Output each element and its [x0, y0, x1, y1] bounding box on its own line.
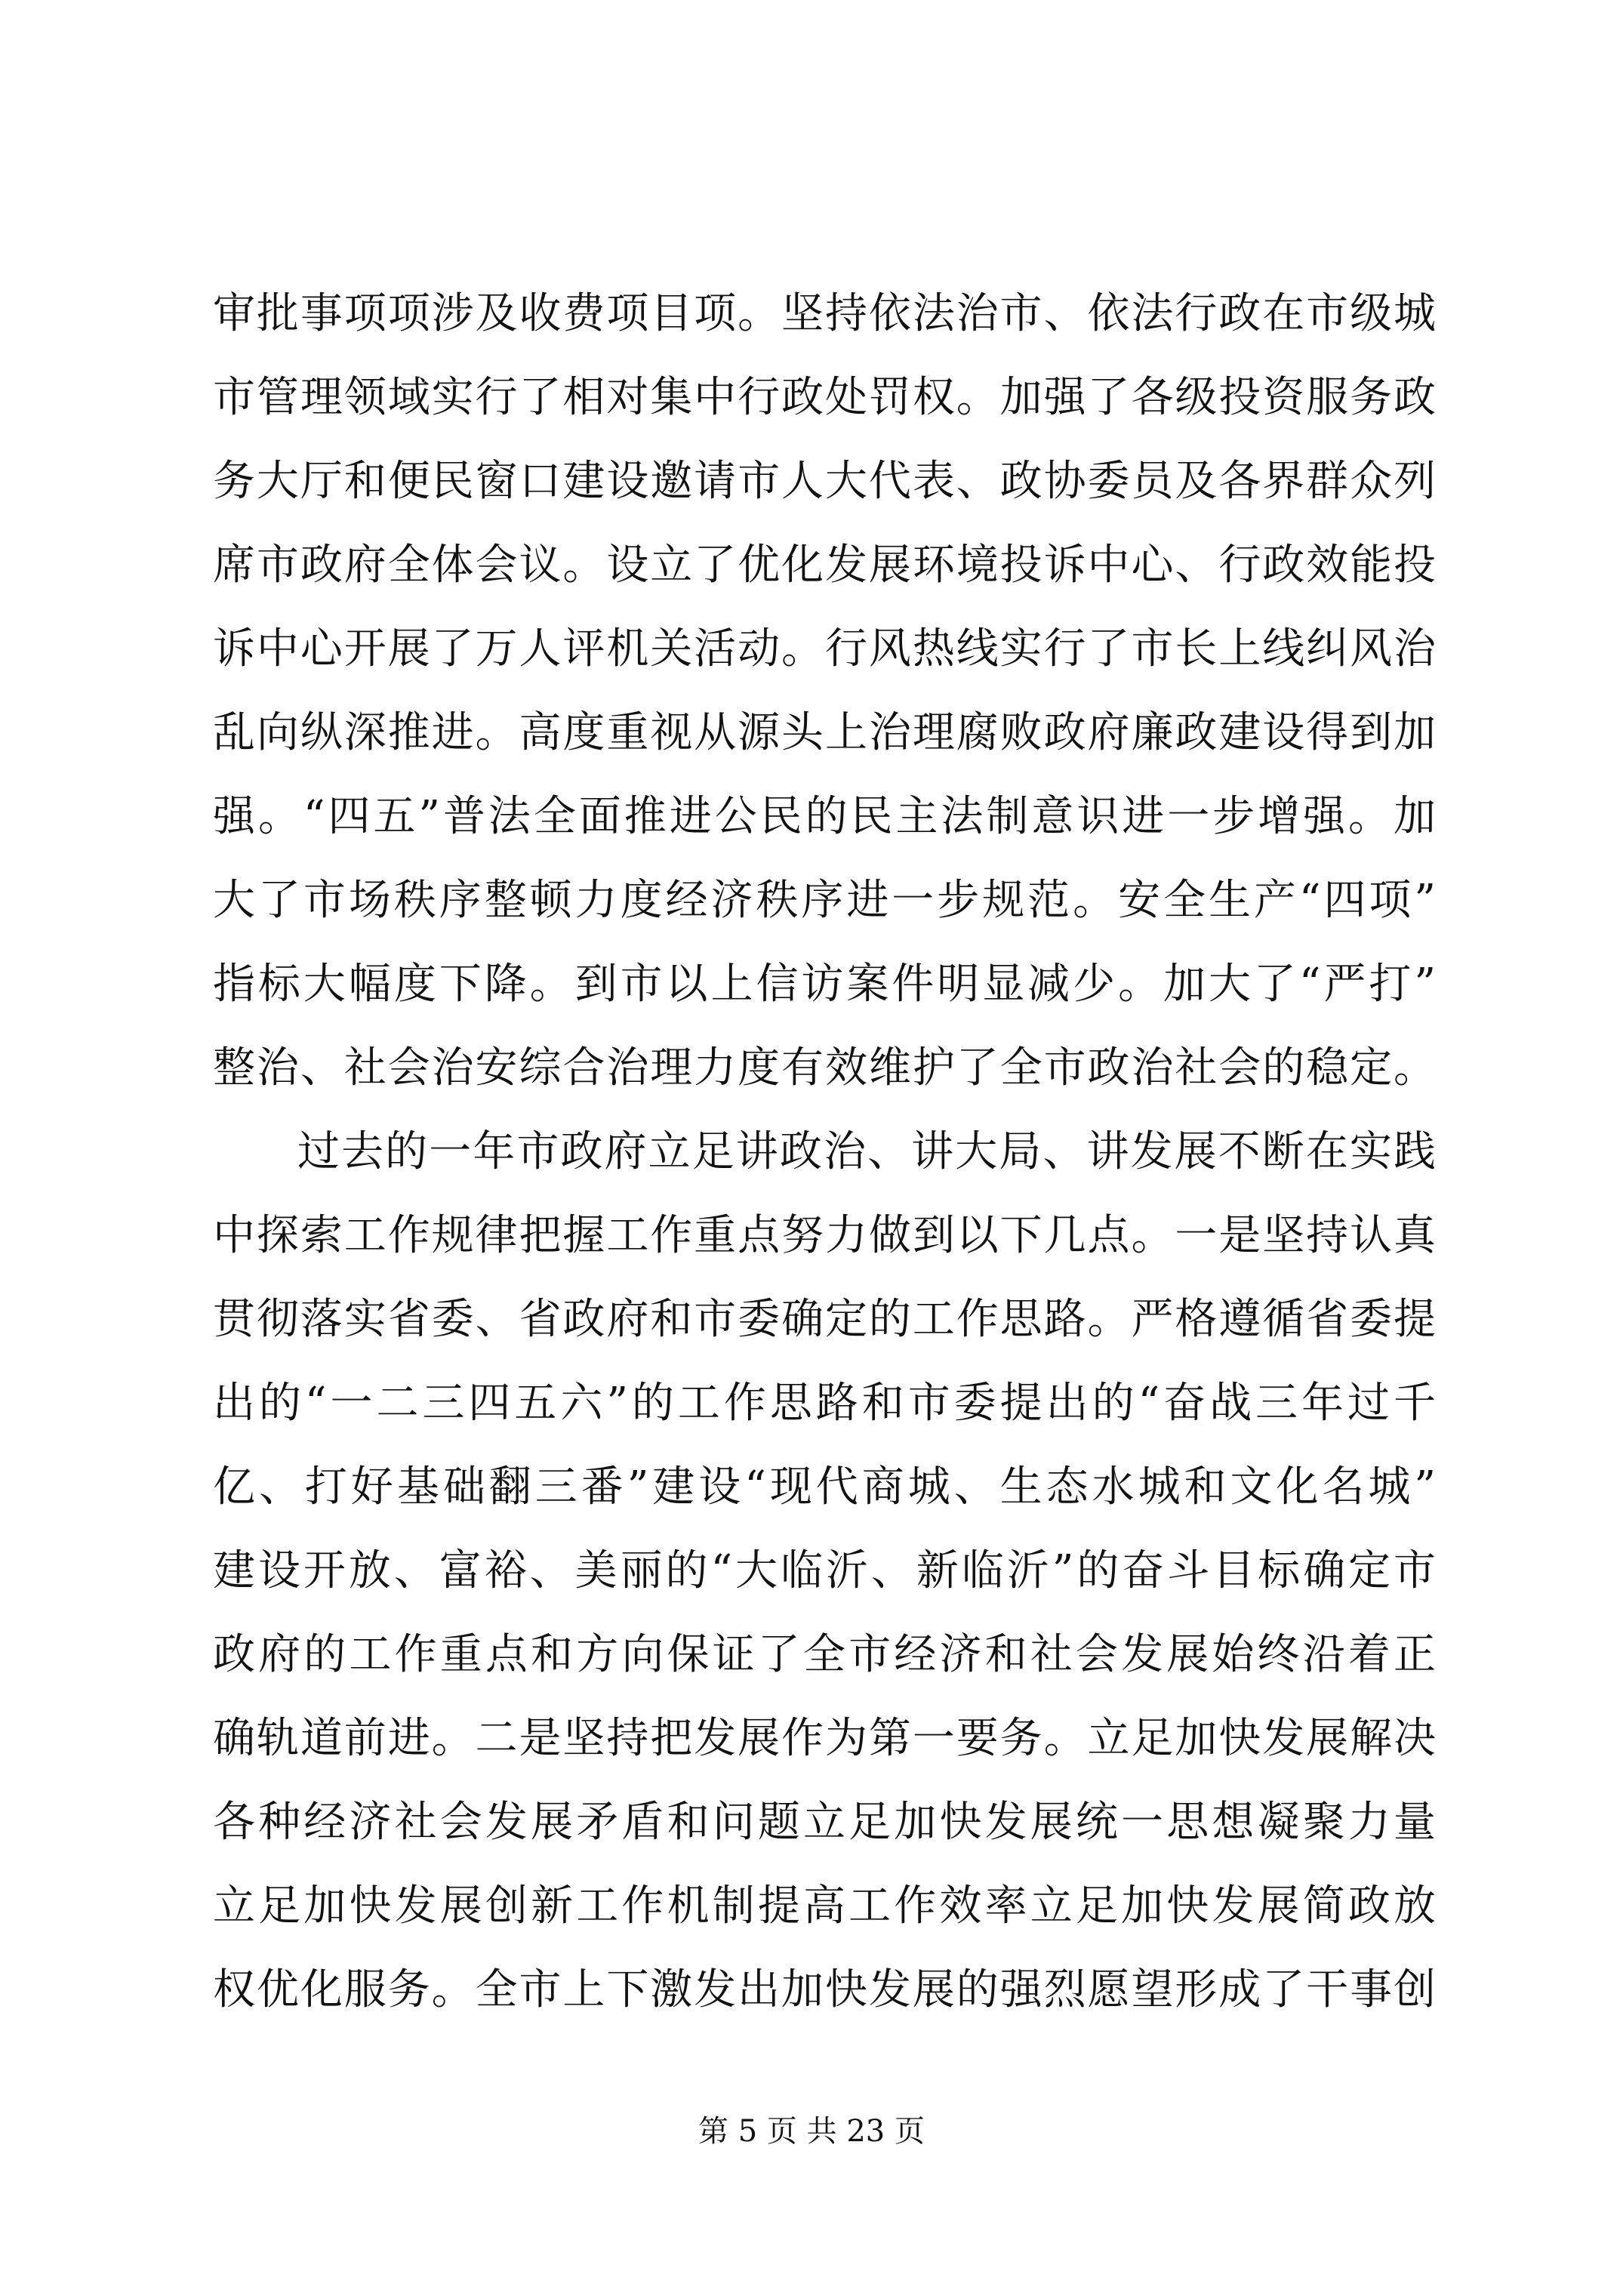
text-line: 中探索工作规律把握工作重点努力做到以下几点。一是坚持认真 [213, 1211, 1436, 1260]
text-line: 市管理领域实行了相对集中行政处罚权。加强了各级投资服务政 [213, 373, 1436, 422]
text-line: 大了市场秩序整顿力度经济秩序进一步规范。安全生产“四项” [213, 876, 1436, 925]
text-line: 各种经济社会发展矛盾和问题立足加快发展统一思想凝聚力量 [213, 1798, 1436, 1847]
text-line: 建设开放、富裕、美丽的“大临沂、新临沂”的奋斗目标确定市 [213, 1546, 1436, 1595]
text-line: 诉中心开展了万人评机关活动。行风热线实行了市长上线纠风治 [213, 624, 1436, 673]
text-line: 审批事项项涉及收费项目项。坚持依法治市、依法行政在市级城 [213, 289, 1436, 338]
text-line: 务大厅和便民窗口建设邀请市人大代表、政协委员及各界群众列 [213, 457, 1436, 506]
text-line: 整治、社会治安综合治理力度有效维护了全市政治社会的稳定。 [213, 1043, 1436, 1093]
text-line: 出的“一二三四五六”的工作思路和市委提出的“奋战三年过千 [213, 1379, 1436, 1428]
text-line: 确轨道前进。二是坚持把发展作为第一要务。立足加快发展解决 [213, 1714, 1436, 1763]
text-line: 指标大幅度下降。到市以上信访案件明显减少。加大了“严打” [213, 960, 1436, 1009]
text-line: 立足加快发展创新工作机制提高工作效率立足加快发展简政放 [213, 1881, 1436, 1931]
text-line: 乱向纵深推进。高度重视从源头上治理腐败政府廉政建设得到加 [213, 708, 1436, 757]
text-line: 权优化服务。全市上下激发出加快发展的强烈愿望形成了干事创 [213, 1965, 1436, 2014]
text-line: 亿、打好基础翻三番”建设“现代商城、生态水城和文化名城” [213, 1462, 1436, 1512]
paragraph-first-line: 过去的一年市政府立足讲政治、讲大局、讲发展不断在实践 [297, 1127, 1436, 1176]
text-line: 政府的工作重点和方向保证了全市经济和社会发展始终沿着正 [213, 1630, 1436, 1679]
page-footer: 第 5 页 共 23 页 [698, 2114, 925, 2149]
text-line: 强。“四五”普法全面推进公民的民主法制意识进一步增强。加 [213, 792, 1436, 841]
text-line: 席市政府全体会议。设立了优化发展环境投诉中心、行政效能投 [213, 541, 1436, 590]
text-line: 贯彻落实省委、省政府和市委确定的工作思路。严格遵循省委提 [213, 1295, 1436, 1344]
document-body [213, 272, 1436, 2032]
